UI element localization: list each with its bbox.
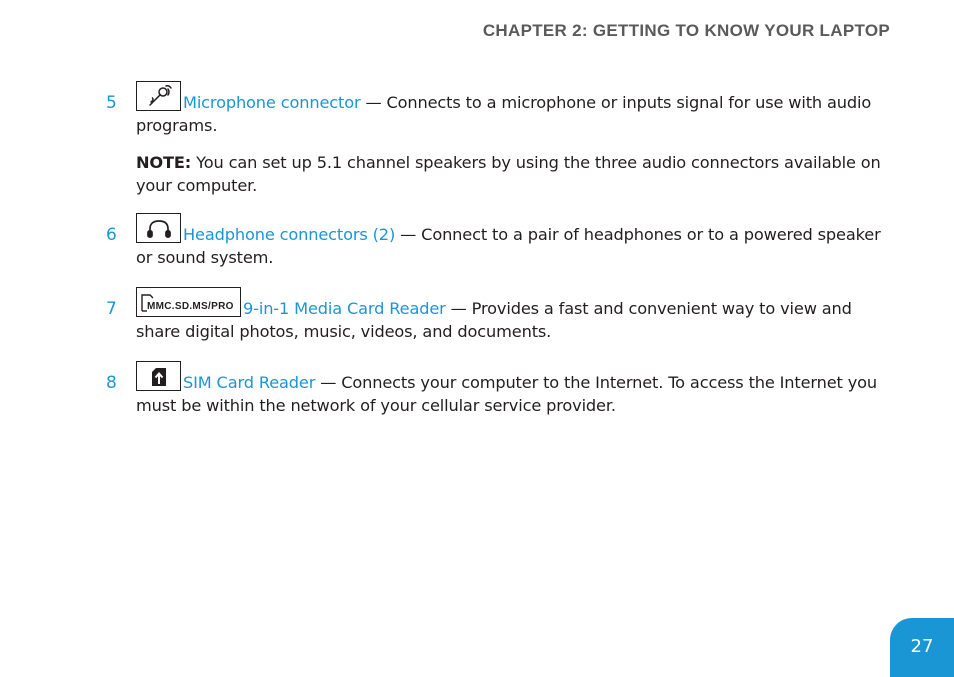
headphone-icon bbox=[136, 213, 181, 243]
media-card-icon bbox=[136, 287, 241, 317]
item-number: 7 bbox=[106, 299, 117, 319]
media-card-reader-description: — Provides a fast and convenient way to view and share digital photos, music, videos, and documents. bbox=[136, 299, 852, 341]
media-card-reader-term: 9-in-1 Media Card Reader bbox=[243, 299, 446, 318]
sim-card-icon bbox=[136, 361, 181, 391]
chapter-title: CHAPTER 2: GETTING TO KNOW YOUR LAPTOP bbox=[482, 21, 890, 40]
note-label: NOTE: bbox=[136, 153, 192, 172]
item-number: 5 bbox=[106, 93, 117, 113]
item-number: 8 bbox=[106, 373, 117, 393]
headphone-connectors-term: Headphone connectors (2) bbox=[183, 225, 396, 244]
sim-card-reader-description: — Connects your computer to the Internet. To access the Internet you must be within the network of your cellular service provider. bbox=[136, 373, 878, 415]
item-body bbox=[136, 297, 888, 343]
item-body bbox=[136, 371, 888, 417]
item-number: 6 bbox=[106, 225, 117, 245]
headphone-connectors-description: — Connect to a pair of headphones or to a powered speaker or sound system. bbox=[136, 225, 881, 267]
sim-card-reader-term: SIM Card Reader bbox=[183, 373, 316, 392]
microphone-connector-description: — Connects to a microphone or inputs signal for use with audio programs. bbox=[136, 93, 872, 135]
microphone-icon bbox=[136, 81, 181, 111]
note-text: You can set up 5.1 channel speakers by using the three audio connectors available on your computer. bbox=[136, 153, 881, 195]
item-body bbox=[136, 91, 888, 137]
note bbox=[136, 151, 888, 197]
item-body bbox=[136, 223, 888, 269]
media-card-icon-text: MMC.SD.MS/PRO bbox=[147, 301, 234, 312]
microphone-connector-term: Microphone connector bbox=[183, 93, 361, 112]
page-number: 27 bbox=[890, 618, 954, 677]
